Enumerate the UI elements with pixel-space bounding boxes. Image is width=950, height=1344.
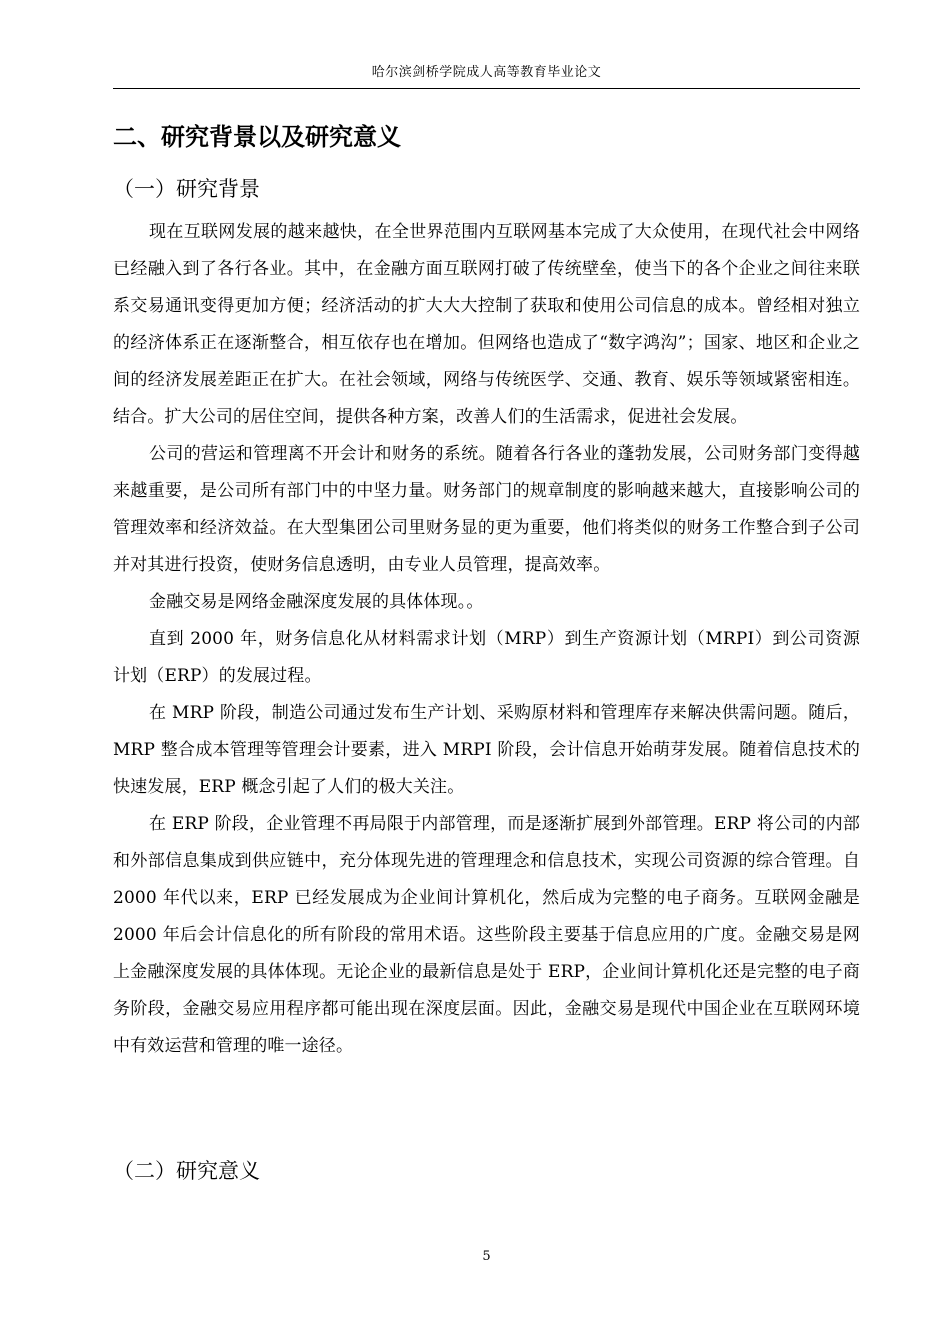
body-text [113, 214, 860, 1065]
subsection-heading-significance: （二）研究意义 [113, 1159, 260, 1183]
paragraph: 公司的营运和管理离不开会计和财务的系统。随着各行各业的蓬勃发展，公司财务部门变得越来越重要，是公司所有部门中的中坚力量。财务部门的规章制度的影响越来越大，直接影响公司的管理效率和经济效益。在大型集团公司里财务显的更为重要，他们将类似的财务工作整合到子公司并对其进行投资，使财务信息透明，由专业人员管理，提高效率。 [113, 444, 860, 575]
page-number: 5 [482, 1249, 491, 1264]
paragraph: 现在互联网发展的越来越快，在全世界范围内互联网基本完成了大众使用，在现代社会中网络已经融入到了各行各业。其中，在金融方面互联网打破了传统壁垒，使当下的各个企业之间往来联系交易通讯变得更加方便；经济活动的扩大大大控制了获取和使用公司信息的成本。曾经相对独立的经济体系正在逐渐整合，相互依存也在增加。但网络也造成了“数字鸿沟”；国家、地区和企业之间的经济发展差距正在扩大。在社会领域，网络与传统医学、交通、教育、娱乐等领域紧密相连。结合。扩大公司的居住空间，提供各种方案，改善人们的生活需求，促进社会发展。 [113, 222, 860, 427]
paragraph: 直到 2000 年，财务信息化从材料需求计划（MRP）到生产资源计划（MRPI）到公司资源计划（ERP）的发展过程。 [113, 629, 860, 686]
running-header: 哈尔滨剑桥学院成人高等教育毕业论文 [371, 65, 602, 80]
subsection-heading-background: （一）研究背景 [113, 177, 260, 201]
section-heading: 二、研究背景以及研究意义 [113, 123, 401, 151]
paragraph: 在 MRP 阶段，制造公司通过发布生产计划、采购原材料和管理库存来解决供需问题。随后，MRP 整合成本管理等管理会计要素，进入 MRPI 阶段，会计信息开始萌芽发展。随着信息技术的快速发展，ERP 概念引起了人们的极大关注。 [113, 703, 860, 797]
header-divider [113, 88, 860, 89]
paragraph: 金融交易是网络金融深度发展的具体体现。。 [149, 592, 484, 612]
paragraph: 在 ERP 阶段，企业管理不再局限于内部管理，而是逐渐扩展到外部管理。ERP 将公司的内部和外部信息集成到供应链中，充分体现先进的管理理念和信息技术，实现公司资源的综合管理。自 2000 年代以来，ERP 已经发展成为企业间计算机化，然后成为完整的电子商务。互联网金融是 2000 年后会计信息化的所有阶段的常用术语。这些阶段主要基于信息应用的广度。金融交易是网上金融深度发展的具体体现。无论企业的最新信息是处于 ERP，企业间计算机化还是完整的电子商务阶段，金融交易应用程序都可能出现在深度层面。因此，金融交易是现代中国企业在互联网环境中有效运营和管理的唯一途径。 [113, 814, 860, 1056]
